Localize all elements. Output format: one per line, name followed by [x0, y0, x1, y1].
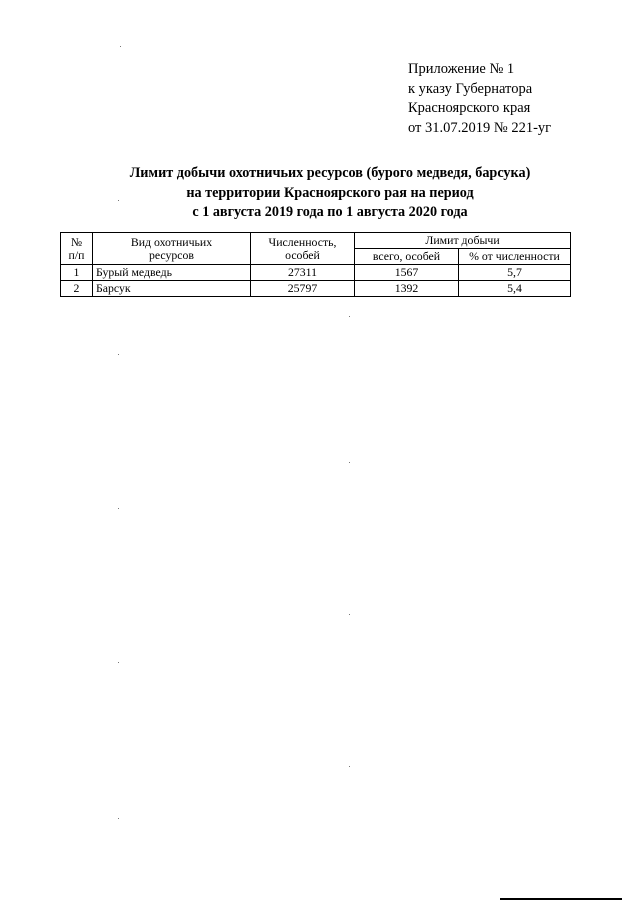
- row-num: 2: [61, 281, 93, 297]
- annex-line-3: Красноярского края: [408, 100, 531, 116]
- annex-line-1: Приложение № 1: [408, 61, 515, 77]
- row-count: 27311: [251, 265, 355, 281]
- row-limit-percent: 5,7: [459, 265, 571, 281]
- document-title: [60, 164, 600, 223]
- row-limit-total: 1567: [355, 265, 459, 281]
- title-line-2: на территории Красноярского рая на период: [186, 184, 474, 201]
- header-num-line-1: №: [70, 234, 83, 249]
- header-num-line-2: п/п: [68, 247, 85, 262]
- annex-line-2: к указу Губернатора: [408, 80, 533, 97]
- scan-speck: [120, 46, 121, 47]
- scan-speck: [118, 508, 119, 509]
- row-species: Барсук: [93, 281, 251, 297]
- row-species: Бурый медведь: [93, 265, 251, 281]
- scan-speck: [118, 818, 119, 819]
- annex-block: [408, 60, 551, 138]
- scan-speck: [349, 316, 350, 317]
- table-row: [61, 265, 571, 281]
- header-limit-percent: % от численности: [459, 249, 571, 265]
- header-limit-total: всего, особей: [355, 249, 459, 265]
- scan-edge-line: [500, 898, 622, 900]
- header-species: [93, 233, 251, 265]
- table-row: [61, 281, 571, 297]
- header-count-line-1: Численность,: [268, 234, 337, 249]
- header-count: [251, 233, 355, 265]
- header-species-line-1: Вид охотничьих: [130, 234, 213, 249]
- row-num: 1: [61, 265, 93, 281]
- scan-speck: [349, 462, 350, 463]
- row-limit-total: 1392: [355, 281, 459, 297]
- scan-speck: [349, 766, 350, 767]
- scan-speck: [118, 662, 119, 663]
- scan-speck: [349, 614, 350, 615]
- limits-table: [60, 232, 571, 297]
- row-limit-percent: 5,4: [459, 281, 571, 297]
- scan-speck: [118, 200, 119, 201]
- table-header-row: [61, 233, 571, 249]
- header-count-line-2: особей: [285, 247, 320, 262]
- row-count: 25797: [251, 281, 355, 297]
- scan-speck: [118, 354, 119, 355]
- annex-line-4: от 31.07.2019 № 221-уг: [408, 119, 552, 136]
- title-line-3: с 1 августа 2019 года по 1 августа 2020 года: [192, 204, 468, 220]
- header-limit: Лимит добычи: [355, 233, 571, 249]
- title-line-1: Лимит добычи охотничьих ресурсов (бурого медведя, барсука): [129, 165, 531, 181]
- header-num: [61, 233, 93, 265]
- header-species-line-2: ресурсов: [148, 247, 194, 262]
